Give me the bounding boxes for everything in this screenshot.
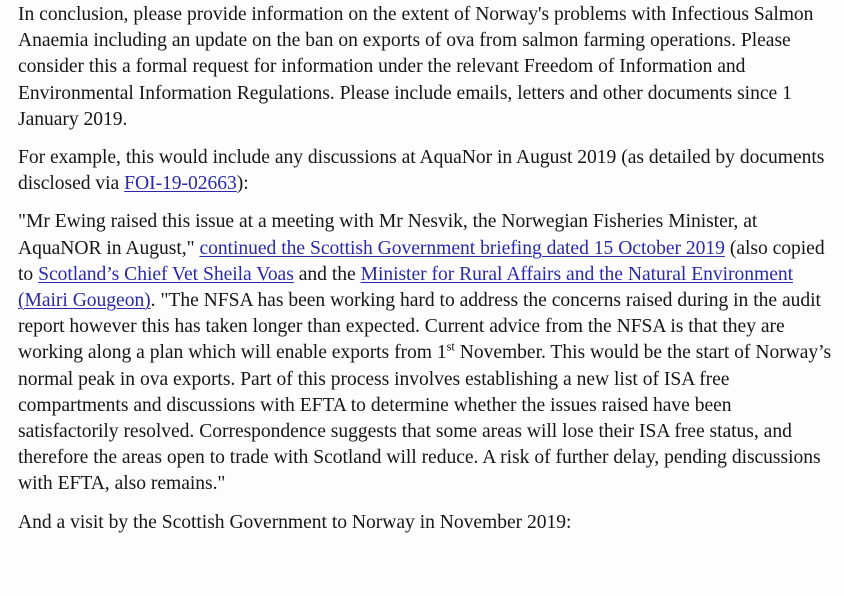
quote-segment-closing: November. This would be the start of Norway’s normal peak in ova exports. Part of this process involves establishing a new list of ISA free compartments and discussions with EFTA to determine whether the issues raised have been satisfactorily resolved. Correspondence suggests that some areas will lose their ISA free status, and therefore the areas open to trade with Scotland will reduce. A risk of further delay, pending discussions with EFTA, also remains."	[18, 342, 832, 495]
quote-segment-opening: "Mr Ewing raised this issue at a meeting with Mr Nesvik, the Norwegian Fisheries Minister, at AquaNOR in August,"	[18, 211, 758, 259]
conclusion-paragraph: In conclusion, please provide information on the extent of Norway's problems with Infectious Salmon Anaemia including an update on the ban on exports of ova from salmon farming operations. Please consider this a formal request for information under the relevant Freedom of Information and Environmental Information Regulations. Please include emails, letters and other documents since 1 January 2019.	[18, 4, 814, 130]
visit-paragraph: And a visit by the Scottish Government to Norway in November 2019:	[18, 511, 572, 533]
example-text-after-link: ):	[236, 173, 249, 195]
example-paragraph	[18, 145, 832, 197]
minister-rural-affairs-link[interactable]: Minister for Rural Affairs and the Natural Environment (Mairi Gougeon)	[18, 263, 793, 312]
document-body	[18, 2, 832, 536]
quote-segment-also-copied: (also copied to	[18, 237, 825, 285]
example-text-before-link: For example, this would include any discussions at AquaNor in August 2019 (as detailed by documents disclosed via	[18, 147, 825, 195]
foi-reference-link[interactable]: FOI-19-02663	[124, 173, 237, 195]
chief-vet-link[interactable]: Scotland’s Chief Vet Sheila Voas	[38, 263, 294, 285]
quote-paragraph	[18, 209, 832, 497]
quote-segment-nfsa-body: . "The NFSA has been working hard to address the concerns raised during in the audit report however this has taken longer than expected. Current advice from the NFSA is that they are working along a plan which will enable exports from 1	[18, 290, 821, 364]
ordinal-suffix: st	[446, 339, 455, 354]
quote-segment-and-the: and the	[293, 263, 361, 285]
briefing-link[interactable]: continued the Scottish Government briefing dated 15 October 2019	[199, 237, 725, 259]
